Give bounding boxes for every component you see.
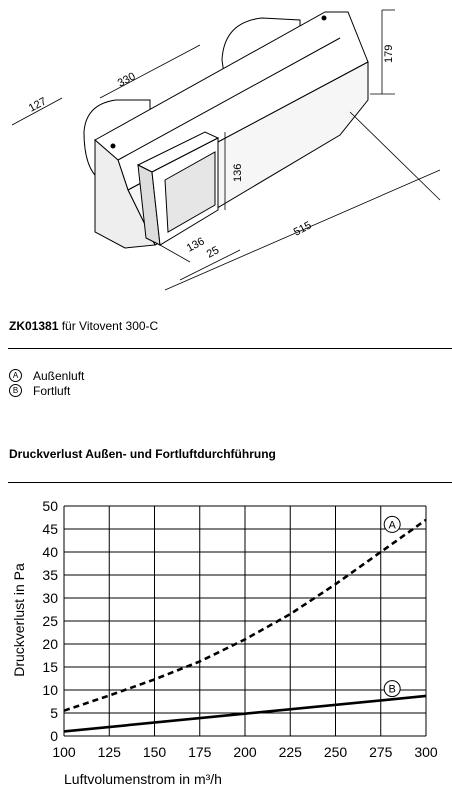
dim-25: 25 (204, 244, 222, 261)
technical-drawing (0, 0, 452, 300)
legend-label-a: Außenluft (33, 368, 85, 383)
dim-136-vertical: 136 (232, 163, 244, 182)
legend-symbol-b: B (9, 384, 22, 397)
y-tick-label: 5 (50, 705, 58, 721)
x-tick-label: 275 (369, 744, 393, 760)
series-label-b: B (388, 683, 396, 696)
y-tick-label: 50 (42, 498, 58, 514)
x-axis-label: Luftvolumenstrom in m³/h (64, 771, 222, 787)
caption (9, 319, 158, 333)
dim-330: 330 (115, 70, 138, 90)
legend-item-b (9, 383, 84, 398)
x-tick-label: 300 (414, 744, 438, 760)
x-tick-label: 175 (188, 744, 212, 760)
series-label-a: A (388, 519, 396, 532)
y-axis-label: Druckverlust in Pa (11, 563, 27, 677)
caption-code: ZK01381 (9, 319, 59, 333)
y-tick-label: 45 (42, 521, 58, 537)
y-tick-label: 15 (42, 659, 58, 675)
legend-symbol-a: A (9, 369, 22, 382)
x-tick-label: 250 (323, 744, 348, 760)
x-tick-label: 200 (233, 744, 257, 760)
y-tick-label: 40 (42, 544, 58, 560)
legend-item-a (9, 368, 84, 383)
x-tick-label: 125 (97, 744, 121, 760)
chart-heading: Druckverlust Außen- und Fortluftdurchführung (9, 447, 276, 461)
y-tick-label: 30 (42, 590, 58, 606)
divider (8, 348, 452, 349)
heading-divider (8, 482, 452, 483)
dim-179: 179 (383, 44, 395, 63)
y-tick-label: 25 (42, 613, 58, 629)
dim-515: 515 (291, 219, 314, 239)
x-tick-label: 100 (52, 744, 76, 760)
screw-rear (322, 16, 326, 20)
legend (9, 368, 84, 398)
screw-front (111, 144, 115, 148)
caption-text: für Vitovent 300-C (58, 319, 159, 333)
y-tick-label: 10 (42, 682, 58, 698)
dim-127: 127 (26, 95, 49, 115)
y-tick-label: 20 (42, 636, 58, 652)
y-tick-label: 0 (50, 728, 58, 744)
chart-ticks (42, 498, 437, 760)
x-tick-label: 225 (278, 744, 302, 760)
y-tick-label: 35 (42, 567, 58, 583)
legend-label-b: Fortluft (33, 383, 71, 398)
pressure-loss-chart (0, 490, 452, 796)
dim-136-horizontal: 136 (184, 235, 207, 255)
x-tick-label: 150 (142, 744, 167, 760)
